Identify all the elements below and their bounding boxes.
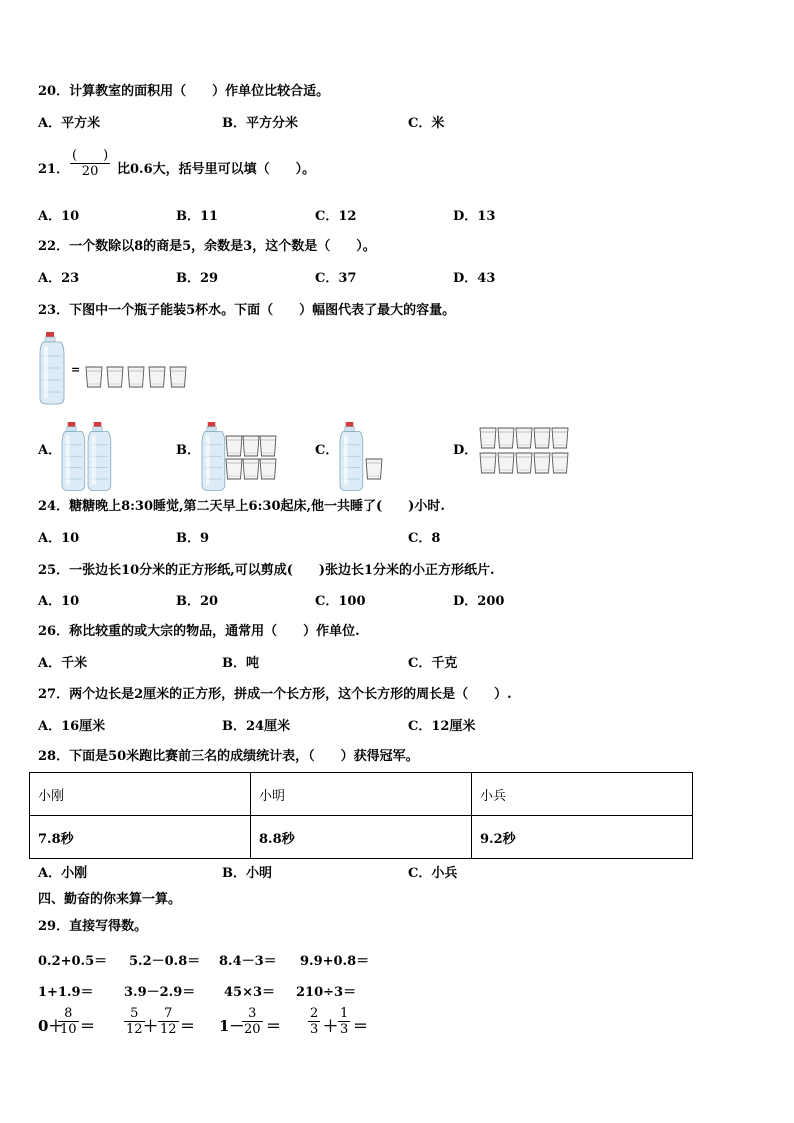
results-table [29, 772, 693, 859]
fraction [58, 1006, 79, 1037]
calc-operator: ＋ [323, 1017, 339, 1035]
fraction-denominator: 10 [60, 1022, 77, 1037]
q22-option-d[interactable]: D．43 [453, 271, 496, 286]
fraction [124, 1006, 145, 1037]
q20-option-b[interactable]: B．平方分米 [222, 116, 298, 131]
q27-option-c[interactable]: C．12厘米 [408, 719, 476, 734]
q28-option-a[interactable]: A．小刚 [38, 866, 88, 881]
question-24-stem: 24．糖糖晚上8:30睡觉,第二天早上6:30起床,他一共睡了( )小时. [38, 499, 445, 514]
q21-option-c[interactable]: C．12 [315, 209, 357, 224]
reference-bottle [40, 332, 64, 404]
q25-option-a[interactable]: A．10 [38, 594, 80, 609]
question-29-stem: 29．直接写得数。 [38, 919, 148, 934]
calc-item: 8.4－3＝ [219, 954, 277, 969]
fraction [158, 1006, 179, 1037]
table-cell: 小刚 [30, 773, 251, 816]
calc-item: 0.2+0.5＝ [38, 954, 108, 969]
fraction-numerator: 1 [340, 1006, 349, 1021]
calc-equals: ＝ [353, 1017, 369, 1035]
question-22-stem: 22．一个数除以8的商是5，余数是3，这个数是（ ）。 [38, 239, 376, 254]
equals-sign: = [71, 363, 81, 376]
q25-option-b[interactable]: B．20 [176, 594, 219, 609]
q24-option-b[interactable]: B．9 [176, 531, 210, 546]
calc-item: 1+1.9＝ [38, 985, 94, 1000]
section-4-heading: 四、勤奋的你来算一算。 [38, 892, 182, 907]
q28-option-b[interactable]: B．小明 [222, 866, 272, 881]
q27-option-a[interactable]: A．16厘米 [38, 719, 106, 734]
calc-operator: ＋ [143, 1017, 159, 1035]
table-cell: 7.8秒 [30, 816, 251, 859]
question-25-stem: 25．一张边长10分米的正方形纸,可以剪成( )张边长1分米的小正方形纸片. [38, 563, 495, 578]
fraction-numerator: 5 [130, 1006, 139, 1021]
fraction-denominator: 3 [310, 1022, 319, 1037]
reference-cups [86, 367, 186, 387]
q24-option-c[interactable]: C．8 [408, 531, 441, 546]
fraction-denominator: 12 [126, 1022, 143, 1037]
option-a-image [62, 422, 111, 490]
question-26-stem: 26．称比较重的或大宗的物品，通常用（ ）作单位. [38, 624, 360, 639]
calc-lead: 1－ [219, 1017, 245, 1035]
q21-fraction-numerator: ( ) [72, 148, 109, 163]
calc-equals: ＝ [180, 1017, 196, 1035]
question-27-stem: 27．两个边长是2厘米的正方形，拼成一个长方形，这个长方形的周长是（ ）. [38, 687, 512, 702]
fraction-numerator: 2 [310, 1006, 319, 1021]
q20-option-a[interactable]: A．平方米 [38, 116, 101, 131]
q23-option-c[interactable]: C． [315, 443, 339, 458]
table-cell: 小明 [251, 773, 472, 816]
question-28-stem: 28．下面是50米跑比赛前三名的成绩统计表，（ ）获得冠军。 [38, 749, 419, 764]
fraction-numerator: 8 [64, 1006, 73, 1021]
q28-option-c[interactable]: C．小兵 [408, 866, 458, 881]
calc-equals: ＝ [266, 1017, 282, 1035]
fraction-numerator: 7 [164, 1006, 173, 1021]
question-23-stem: 23．下图中一个瓶子能装5杯水。下面（ ）幅图代表了最大的容量。 [38, 303, 456, 318]
q21-fraction [70, 148, 110, 179]
fraction [308, 1006, 320, 1037]
fraction [338, 1006, 350, 1037]
q22-option-a[interactable]: A．23 [38, 271, 80, 286]
table-cell: 小兵 [472, 773, 693, 816]
question-21-number: 21． [38, 162, 70, 177]
q27-option-b[interactable]: B．24厘米 [222, 719, 291, 734]
calc-item: 45×3＝ [224, 985, 276, 1000]
option-c-image [340, 422, 382, 490]
q21-option-b[interactable]: B．11 [176, 209, 219, 224]
table-row [30, 773, 693, 816]
table-cell: 8.8秒 [251, 816, 472, 859]
fraction-denominator: 12 [160, 1022, 177, 1037]
calc-item: 5.2－0.8＝ [129, 954, 201, 969]
q22-option-c[interactable]: C．37 [315, 271, 357, 286]
fraction [242, 1006, 263, 1037]
fraction-numerator: 3 [248, 1006, 257, 1021]
q20-option-c[interactable]: C．米 [408, 116, 445, 131]
q21-option-a[interactable]: A．10 [38, 209, 80, 224]
table-cell: 9.2秒 [472, 816, 693, 859]
calc-item: 3.9－2.9＝ [124, 985, 196, 1000]
q23-option-d[interactable]: D． [453, 443, 478, 458]
q21-option-d[interactable]: D．13 [453, 209, 496, 224]
calc-item: 210÷3＝ [296, 985, 357, 1000]
fraction-denominator: 20 [244, 1022, 261, 1037]
calc-lead: 0＋ [38, 1017, 64, 1035]
calc-equals: ＝ [80, 1017, 96, 1035]
q24-option-a[interactable]: A．10 [38, 531, 80, 546]
q26-option-a[interactable]: A．千米 [38, 656, 88, 671]
table-row [30, 816, 693, 859]
fraction-denominator: 3 [340, 1022, 349, 1037]
option-d-image [480, 428, 568, 473]
question-20-stem: 20．计算教室的面积用（ ）作单位比较合适。 [38, 84, 330, 99]
q26-option-b[interactable]: B．吨 [222, 656, 259, 671]
q21-fraction-denominator: 20 [81, 164, 99, 179]
q23-option-b[interactable]: B． [176, 443, 200, 458]
option-b-image [202, 422, 276, 490]
q22-option-b[interactable]: B．29 [176, 271, 219, 286]
q25-option-c[interactable]: C．100 [315, 594, 366, 609]
q26-option-c[interactable]: C．千克 [408, 656, 458, 671]
calc-item: 9.9+0.8＝ [300, 954, 370, 969]
question-21-rest: 比0.6大，括号里可以填（ ）。 [117, 162, 316, 177]
q23-option-a[interactable]: A． [38, 443, 62, 458]
q25-option-d[interactable]: D．200 [453, 594, 505, 609]
